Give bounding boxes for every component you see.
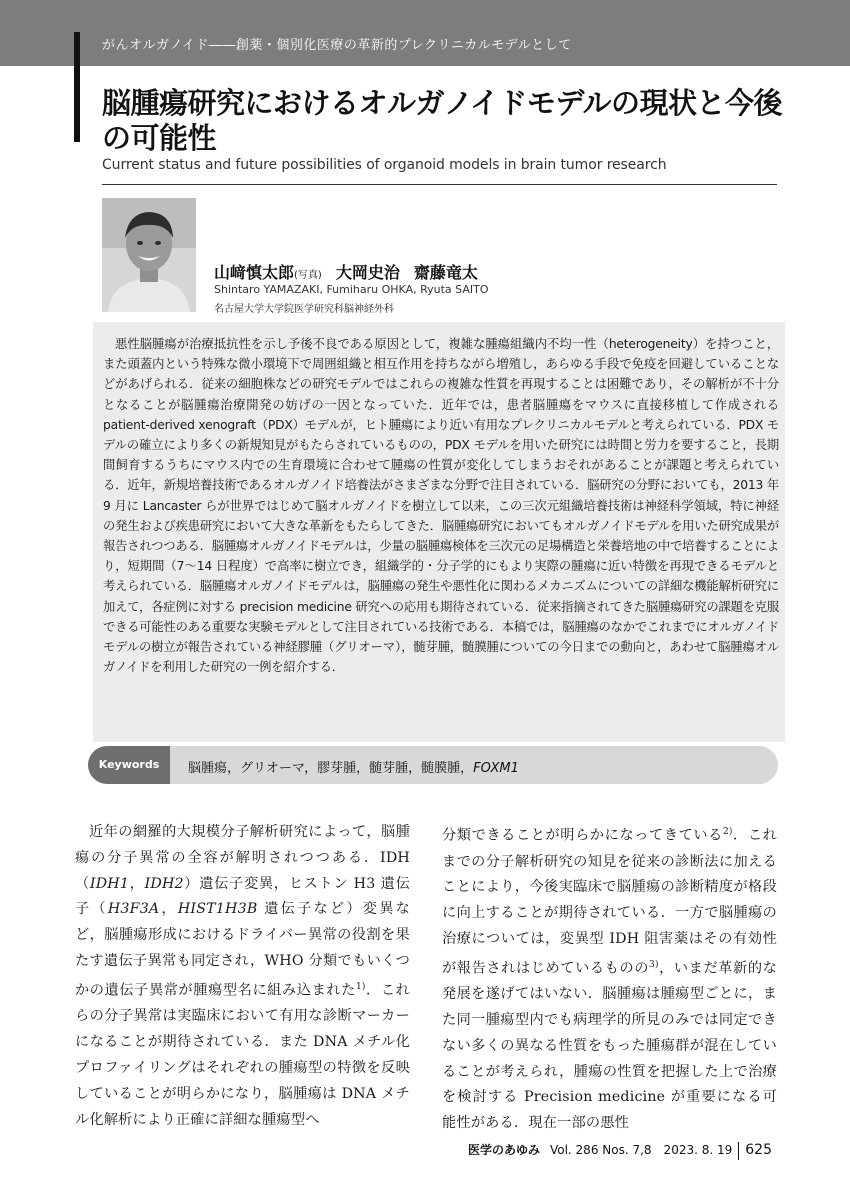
body-text: ，	[129, 875, 145, 892]
author-portrait-icon	[102, 198, 196, 312]
keywords-bar	[88, 746, 778, 784]
gene-name: H3F3A	[107, 901, 160, 918]
reference-2: 2)	[722, 827, 733, 837]
keywords-list	[188, 757, 519, 776]
journal-volume: Vol. 286 Nos. 7,8 2023. 8. 19	[549, 1143, 733, 1157]
author-photo	[102, 198, 196, 312]
gene-name: IDH2	[144, 875, 184, 892]
body-text: ．これまでの分子解析研究の知見を従来の診断法に加えることにより，今後実臨床で脳腫瘍の診断精度が格段に向上することが期待されている．一方で脳腫瘍の治療については，変異型 IDH 阻害薬はその有効性が報告されはじめているものの	[442, 827, 777, 977]
author-line	[214, 260, 478, 283]
body-column-right	[442, 820, 777, 1137]
header-band	[0, 0, 850, 66]
title-accent-bar	[74, 32, 80, 142]
reference-3: 3)	[649, 959, 659, 970]
title-divider	[102, 184, 777, 185]
keywords-label: Keywords	[88, 746, 170, 784]
body-text: ，	[159, 901, 178, 918]
keywords-terms: 脳腫瘍，グリオーマ，膠芽腫，髄芽腫，髄膜腫，	[188, 761, 474, 776]
body-text: ，いまだ革新的な発展を遂げてはいない．脳腫瘍は腫瘍型ごとに，また同一腫瘍型内でも病理学的所見のみでは同定できない多くの異なる性質をもった腫瘍群が混在していることが考えられ，腫瘍の性質を把握した上で治療を検討する Precision medicine が重要になる可能性がある．現在一部の悪性	[442, 960, 777, 1132]
author-romaji: Shintaro YAMAZAKI, Fumiharu OHKA, Ryuta SAITO	[214, 283, 489, 296]
journal-name: 医学のあゆみ	[467, 1143, 540, 1157]
body-column-left	[75, 820, 410, 1133]
author-name-3: 齋藤竜太	[413, 263, 478, 282]
footer-divider	[738, 1142, 739, 1160]
article-title: 脳腫瘍研究におけるオルガノイドモデルの現状と今後の可能性	[102, 86, 782, 155]
body-text: 遺伝子など）変異など，脳腫瘍形成におけるドライバー異常の役割を果たす遺伝子異常も同定され，WHO 分類でもいくつかの遺伝子異常が腫瘍型名に組み込まれた	[75, 901, 411, 999]
page-footer	[468, 1141, 772, 1160]
author-affiliation: 名古屋大学大学院医学研究科脳神経外科	[214, 304, 394, 315]
photo-note: (写真)	[294, 270, 322, 281]
author-name-1: 山﨑慎太郎	[214, 263, 295, 282]
reference-1: 1)	[355, 981, 366, 992]
article-subtitle: Current status and future possibilities of organoid models in brain tumor research	[102, 157, 667, 173]
abstract-text: 悪性脳腫瘍が治療抵抗性を示し予後不良である原因として，複雑な腫瘍組織内不均一性（heterogeneity）を持つこと，また頭蓋内という特殊な微小環境下で周囲組織と相互作用を持ちながら増殖し，あらゆる手段で免疫を回避していることなどがあげられる．従来の細胞株などの研究モデルではこれらの複雑な性質を再現することは困難であり，その解析が不十分となることが脳腫瘍治療開発の妨げの一因となっていた．近年では，患者脳腫瘍をマウスに直接移植して作成される patient-derived xenograft（PDX）モデルが，ヒト腫瘍により近い有用なプレクリニカルモデルと考えられている．PDX モデルの確立により多くの新規知見がもたらされているものの，PDX モデルを用いた研究には時間と労力を要すること，長期間飼育するうちにマウス内での生育環境に合わせて腫瘍の性質が変化してしまうおそれがあることが課題と考えられている．近年，新規培養技術であるオルガノイド培養法がさまざまな分野で注目されている．脳研究の分野においても，2013 年 9 月に Lancaster らが世界ではじめて脳オルガノイドを樹立して以来，この三次元組織培養技術は神経科学領域，特に神経の発生および疾患研究において大きな革新をもたらしてきた．脳腫瘍研究においてもオルガノイドモデルを用いた研究成果が報告されつつある．脳腫瘍オルガノイドモデルは，少量の脳腫瘍検体を三次元の足場構造と栄養培地の中で培養することにより，短期間（7〜14 日程度）で高率に樹立でき，組織学的・分子学的にもより実際の腫瘍に近い特徴を再現できるモデルと考えられている．脳腫瘍オルガノイドモデルは，脳腫瘍の発生や悪性化に関わるメカニズムについての詳細な機能解析研究に加えて，各症例に対する precision medicine 研究への応用も期待されている．従来指摘されてきた脳腫瘍研究の課題を克服できる可能性のある重要な実験モデルとして注目されている技術である．本稿では，脳腫瘍のなかでこれまでにオルガノイドモデルの樹立が報告されている神経膠腫（グリオーマ），髄芽腫，髄膜腫についての今日までの動向と，あわせて脳腫瘍オルガノイドを利用した研究の一例を紹介する．	[103, 337, 779, 675]
page-number: 625	[745, 1142, 772, 1158]
keyword-foxm1: FOXM1	[473, 761, 519, 776]
body-text: 近年の網羅的大規模分子解析研究によって，脳腫瘍の分子異常の全容が解明されつつある．IDH（	[75, 824, 410, 892]
body-text: 分類できることが明らかになってきている	[442, 827, 723, 844]
author-name-2: 大岡史治	[335, 263, 400, 282]
body-text: ．これらの分子異常は実臨床において有用な診断マーカーになることが期待されている．また DNA メチル化プロファイリングはそれぞれの腫瘍型の特徴を反映していることが明らかになり，脳腫瘍は DNA メチル化解析により正確に詳細な腫瘍型へ	[75, 982, 410, 1128]
body-text: ）遺伝子変異，ヒストン H3 遺伝子（	[75, 875, 410, 918]
series-title: がんオルガノイド――創薬・個別化医療の革新的プレクリニカルモデルとして	[102, 38, 572, 53]
gene-name: IDH1	[89, 875, 130, 892]
gene-name: HIST1H3B	[177, 901, 258, 918]
